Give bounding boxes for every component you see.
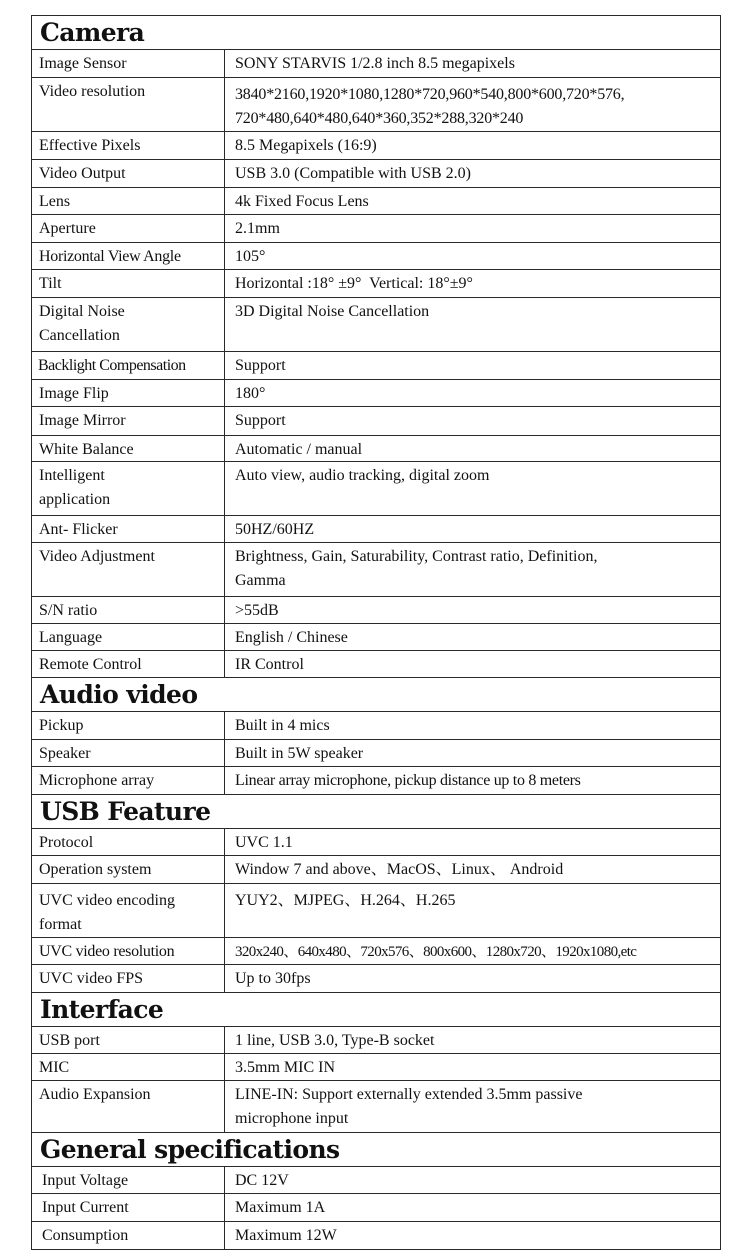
spec-label: Input Voltage <box>32 1167 225 1193</box>
table-row <box>32 352 720 380</box>
table-row <box>32 651 720 678</box>
section-heading-audio-video: Audio video <box>32 678 720 712</box>
table-row <box>32 50 720 78</box>
section-heading-interface: Interface <box>32 993 720 1027</box>
spec-label: Audio Expansion <box>32 1081 225 1132</box>
spec-value: Support <box>235 357 286 374</box>
spec-label: Input Current <box>32 1194 225 1221</box>
spec-value: Automatic / manual <box>235 441 363 458</box>
table-row <box>32 1194 720 1222</box>
spec-value: >55dB <box>235 602 279 619</box>
spec-value: Linear array microphone, pickup distance up to 8 meters <box>235 772 581 789</box>
spec-label: Intelligent application <box>32 462 225 515</box>
spec-label: Operation system <box>32 856 225 883</box>
spec-value: DC 12V <box>235 1172 289 1189</box>
spec-label: UVC video FPS <box>32 965 225 992</box>
table-row <box>32 1054 720 1081</box>
spec-value: Auto view, audio tracking, digital zoom <box>235 467 490 484</box>
spec-value: 50HZ/60HZ <box>235 521 315 538</box>
spec-value: Horizontal :18° ±9° Vertical: 18°±9° <box>235 275 473 292</box>
spec-label: Consumption <box>32 1222 225 1249</box>
table-row <box>32 1167 720 1194</box>
spec-label: Digital Noise Cancellation <box>32 298 225 351</box>
table-row <box>32 298 720 352</box>
table-row <box>32 624 720 651</box>
spec-value: Maximum 1A <box>235 1199 326 1216</box>
table-row <box>32 740 720 767</box>
table-row <box>32 462 720 516</box>
table-row <box>32 856 720 884</box>
spec-value: Brightness, Gain, Saturability, Contrast ratio, Definition, Gamma <box>235 548 598 589</box>
spec-value: 3D Digital Noise Cancellation <box>235 303 430 320</box>
spec-label: S/N ratio <box>32 597 225 623</box>
table-row <box>32 1081 720 1133</box>
spec-value: 3840*2160,1920*1080,1280*720,960*540,800*600,720*576, 720*480,640*480,640*360,352*288,320*240 <box>235 86 625 127</box>
section-heading-camera: Camera <box>32 16 720 50</box>
table-row <box>32 884 720 938</box>
table-row <box>32 829 720 856</box>
spec-value: 3.5mm MIC IN <box>235 1059 335 1076</box>
spec-label: Video Output <box>32 160 225 187</box>
spec-value: 2.1mm <box>235 220 280 237</box>
spec-value: IR Control <box>235 656 304 673</box>
spec-value: SONY STARVIS 1/2.8 inch 8.5 megapixels <box>235 55 515 72</box>
spec-value: Window 7 and above、MacOS、Linux、 Android <box>235 861 564 878</box>
spec-value: Built in 4 mics <box>235 717 330 734</box>
section-heading-usb-feature: USB Feature <box>32 795 720 829</box>
spec-value: 105° <box>235 248 266 265</box>
spec-label: UVC video encoding format <box>32 884 225 937</box>
spec-label: Horizontal View Angle <box>32 243 225 269</box>
table-row <box>32 712 720 740</box>
table-row <box>32 243 720 270</box>
spec-value: Up to 30fps <box>235 970 311 987</box>
spec-label: Tilt <box>32 270 225 297</box>
table-row <box>32 767 720 795</box>
spec-value: 1 line, USB 3.0, Type-B socket <box>235 1032 435 1049</box>
spec-label: Aperture <box>32 215 225 242</box>
spec-value: USB 3.0 (Compatible with USB 2.0) <box>235 165 472 182</box>
section-heading-general-specifications: General specifications <box>32 1133 720 1167</box>
spec-label: UVC video resolution <box>32 938 225 964</box>
spec-value: Maximum 12W <box>235 1227 337 1244</box>
table-row <box>32 215 720 243</box>
spec-value: UVC 1.1 <box>235 834 293 851</box>
spec-value: YUY2、MJPEG、H.264、H.265 <box>235 892 456 909</box>
spec-label: Ant- Flicker <box>32 516 225 542</box>
table-row <box>32 160 720 188</box>
table-row <box>32 543 720 597</box>
table-row <box>32 965 720 993</box>
spec-label: USB port <box>32 1027 225 1053</box>
spec-label: Video resolution <box>32 78 225 131</box>
spec-label: Effective Pixels <box>32 132 225 159</box>
spec-value: 320x240、640x480、720x576、800x600、1280x720、1920x1080,etc <box>235 944 637 960</box>
spec-value: Built in 5W speaker <box>235 745 364 762</box>
spec-label: Backlight Compensation <box>32 352 225 379</box>
table-row <box>32 597 720 624</box>
spec-label: White Balance <box>32 436 225 461</box>
table-row <box>32 380 720 407</box>
table-row <box>32 132 720 160</box>
spec-table <box>31 15 721 1250</box>
spec-label: Video Adjustment <box>32 543 225 596</box>
table-row <box>32 78 720 132</box>
spec-label: Protocol <box>32 829 225 855</box>
spec-label: Lens <box>32 188 225 214</box>
spec-label: Microphone array <box>32 767 225 794</box>
spec-value: 8.5 Megapixels (16:9) <box>235 137 377 154</box>
spec-value: 4k Fixed Focus Lens <box>235 193 369 210</box>
spec-label: Pickup <box>32 712 225 739</box>
table-row <box>32 516 720 543</box>
spec-label: MIC <box>32 1054 225 1080</box>
spec-value: 180° <box>235 385 266 402</box>
table-row <box>32 1222 720 1250</box>
spec-value: LINE-IN: Support externally extended 3.5mm passive microphone input <box>235 1086 583 1127</box>
spec-label: Image Mirror <box>32 407 225 435</box>
table-row <box>32 938 720 965</box>
spec-label: Image Flip <box>32 380 225 406</box>
table-row <box>32 188 720 215</box>
spec-label: Language <box>32 624 225 650</box>
spec-value: English / Chinese <box>235 629 348 646</box>
table-row <box>32 270 720 298</box>
spec-label: Remote Control <box>32 651 225 677</box>
spec-value: Support <box>235 412 286 429</box>
table-row <box>32 1027 720 1054</box>
spec-label: Speaker <box>32 740 225 766</box>
table-row <box>32 407 720 436</box>
spec-label: Image Sensor <box>32 50 225 77</box>
table-row <box>32 436 720 462</box>
